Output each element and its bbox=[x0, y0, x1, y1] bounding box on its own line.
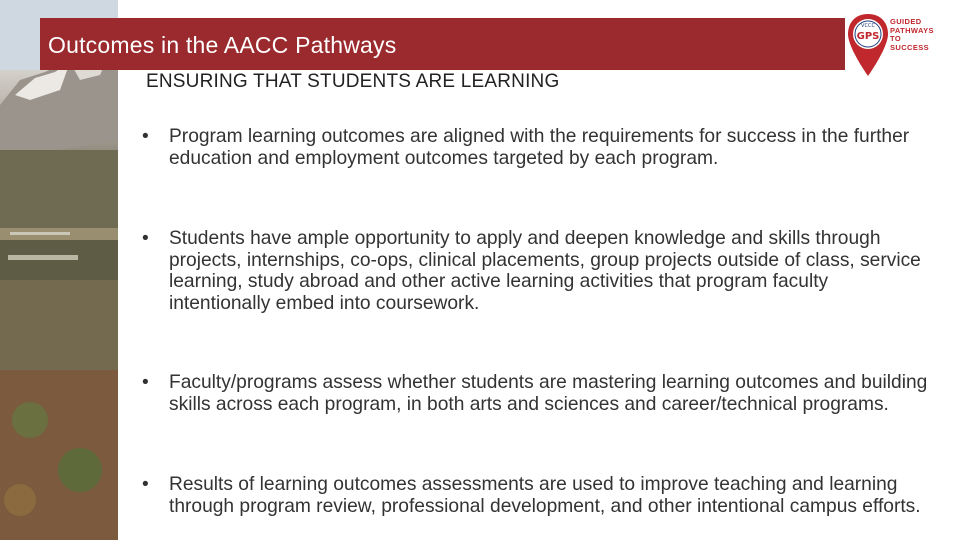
bullet-dot: • bbox=[142, 372, 149, 393]
logo-wordmark bbox=[890, 18, 934, 52]
bullet-item bbox=[142, 228, 942, 314]
logo-word: PATHWAYS bbox=[890, 25, 934, 35]
bullet-text: Faculty/programs assess whether students are mastering learning outcomes and building skills across each program, in both arts and sciences and career/technical programs. bbox=[169, 372, 928, 415]
logo-word: TO bbox=[890, 34, 902, 43]
bullet-text: Students have ample opportunity to apply and deepen knowledge and skills through projects, internships, co-ops, clinical placements, group projects outside of class, service learning, study abroad and other active learning activities that program faculty intentionally embed into coursework. bbox=[169, 228, 921, 314]
bullet-text: Results of learning outcomes assessments are used to improve teaching and learning through program review, professional development, and other intentional campus efforts. bbox=[169, 474, 921, 517]
bullet-text: Program learning outcomes are aligned with the requirements for success in the further education and employment outcomes targeted by each program. bbox=[169, 126, 910, 169]
bullet-item bbox=[142, 474, 942, 517]
bullet-dot: • bbox=[142, 474, 149, 495]
logo-badge-top: VCCC bbox=[861, 23, 875, 29]
logo-word: SUCCESS bbox=[890, 42, 930, 52]
logo-word: GUIDED bbox=[890, 17, 922, 26]
logo-badge-main: GPS bbox=[856, 31, 880, 42]
slide-title: Outcomes in the AACC Pathways bbox=[48, 32, 397, 58]
bullet-dot: • bbox=[142, 126, 149, 147]
slide-subtitle: ENSURING THAT STUDENTS ARE LEARNING bbox=[146, 71, 560, 92]
bullet-item bbox=[142, 372, 942, 415]
bullet-item bbox=[142, 126, 942, 169]
background-photo bbox=[0, 0, 118, 540]
bullet-dot: • bbox=[142, 228, 149, 249]
